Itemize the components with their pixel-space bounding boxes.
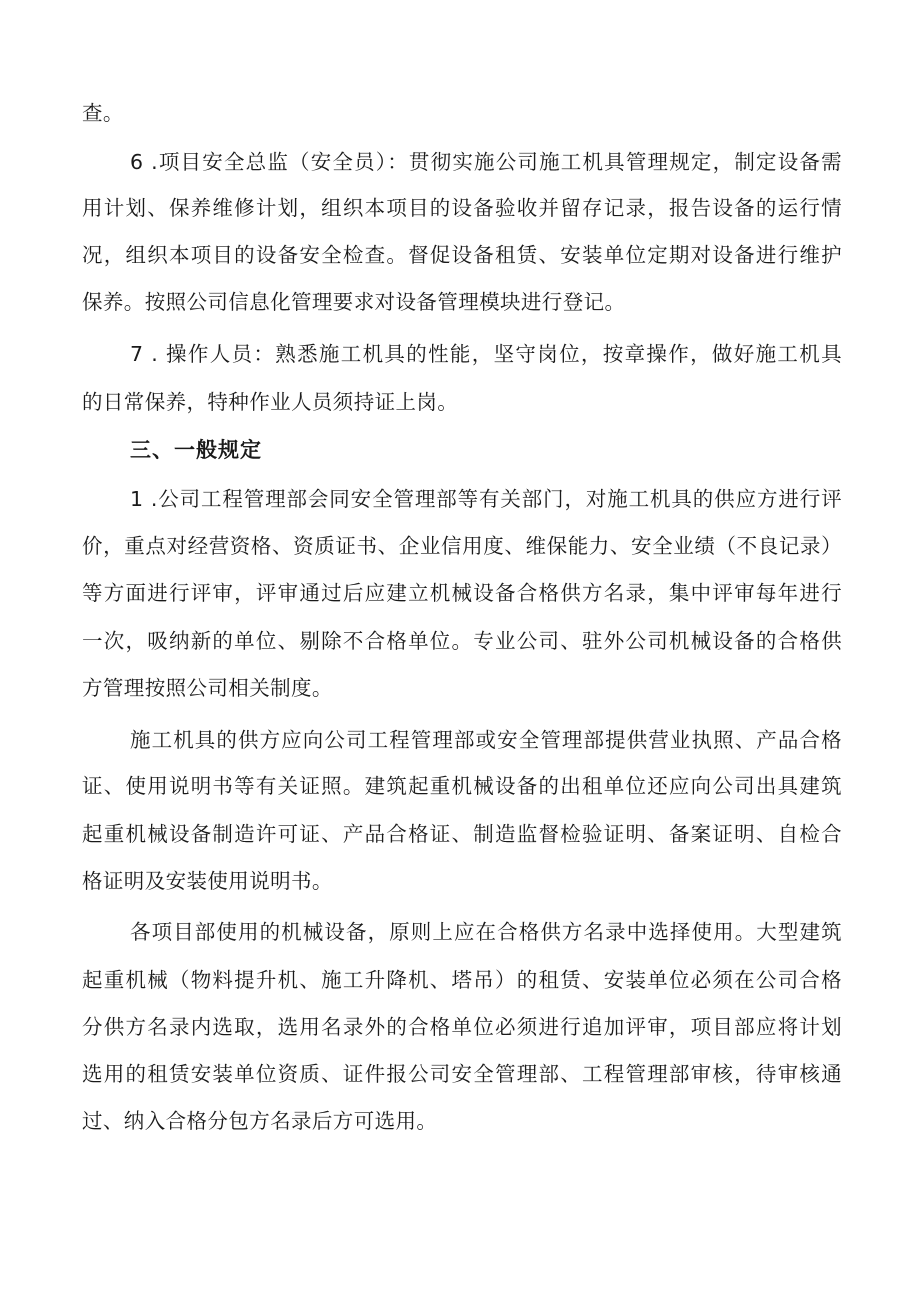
paragraph-item-1-line: 1 .公司工程管理部会同安全管理部等有关部门，对施工机具的供应方进行评: [130, 487, 842, 511]
paragraph-equipment-selection-line: 分供方名录内选取，选用名录外的合格单位必须进行追加评审，项目部应将计划: [82, 1015, 842, 1039]
paragraph-item-7-line: 的日常保养，特种作业人员须持证上岗。: [82, 390, 459, 414]
paragraph-supplier-docs-line: 施工机具的供方应向公司工程管理部或安全管理部提供营业执照、产品合格: [130, 728, 842, 752]
paragraph-item-6-line: 6 .项目安全总监（安全员）：贯彻实施公司施工机具管理规定，制定设备需: [130, 150, 842, 174]
paragraph-equipment-selection-line: 选用的租赁安装单位资质、证件报公司安全管理部、工程管理部审核，待审核通: [82, 1062, 842, 1086]
paragraph-item-1-line: 等方面进行评审，评审通过后应建立机械设备合格供方名录，集中评审每年进行: [82, 581, 842, 605]
paragraph-item-1-line: 方管理按照公司相关制度。: [82, 676, 333, 700]
section-heading: 三、一般规定: [130, 438, 262, 462]
text-line-continuation: 查。: [82, 101, 124, 125]
paragraph-item-1-line: 一次，吸纳新的单位、剔除不合格单位。专业公司、驻外公司机械设备的合格供: [82, 629, 842, 653]
paragraph-supplier-docs-line: 格证明及安装使用说明书。: [82, 869, 333, 893]
paragraph-item-7-line: 7 . 操作人员：熟悉施工机具的性能，坚守岗位，按章操作，做好施工机具: [130, 342, 842, 366]
paragraph-equipment-selection-line: 各项目部使用的机械设备，原则上应在合格供方名录中选择使用。大型建筑: [130, 920, 842, 944]
paragraph-equipment-selection-line: 过、纳入合格分包方名录后方可选用。: [82, 1109, 438, 1133]
paragraph-item-6-line: 保养。按照公司信息化管理要求对设备管理模块进行登记。: [82, 290, 626, 314]
paragraph-supplier-docs-line: 起重机械设备制造许可证、产品合格证、制造监督检验证明、备案证明、自检合: [82, 822, 842, 846]
paragraph-item-6-line: 况，组织本项目的设备安全检查。督促设备租赁、安装单位定期对设备进行维护: [82, 243, 842, 267]
paragraph-supplier-docs-line: 证、使用说明书等有关证照。建筑起重机械设备的出租单位还应向公司出具建筑: [82, 774, 842, 798]
paragraph-item-6-line: 用计划、保养维修计划，组织本项目的设备验收并留存记录，报告设备的运行情: [82, 196, 842, 220]
paragraph-item-1-line: 价，重点对经营资格、资质证书、企业信用度、维保能力、安全业绩（不良记录）: [82, 534, 842, 558]
paragraph-equipment-selection-line: 起重机械（物料提升机、施工升降机、塔吊）的租赁、安装单位必须在公司合格: [82, 968, 842, 992]
